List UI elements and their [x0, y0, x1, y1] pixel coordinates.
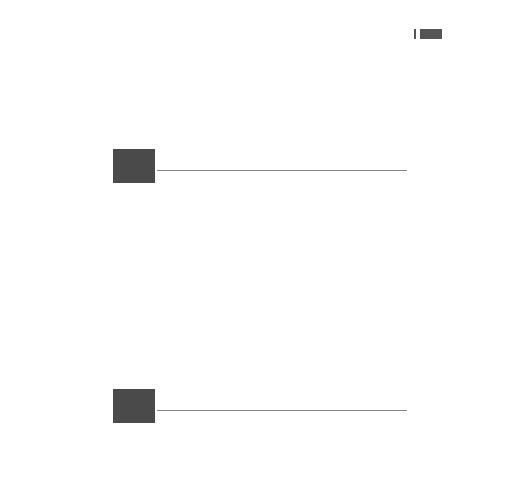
header-divider	[414, 29, 416, 39]
header-bar	[420, 29, 442, 39]
chapter-2-rule	[157, 170, 407, 171]
chapter-3-rule	[157, 410, 407, 411]
chapter-3-badge	[113, 389, 155, 423]
chapter-2-badge	[113, 149, 155, 183]
